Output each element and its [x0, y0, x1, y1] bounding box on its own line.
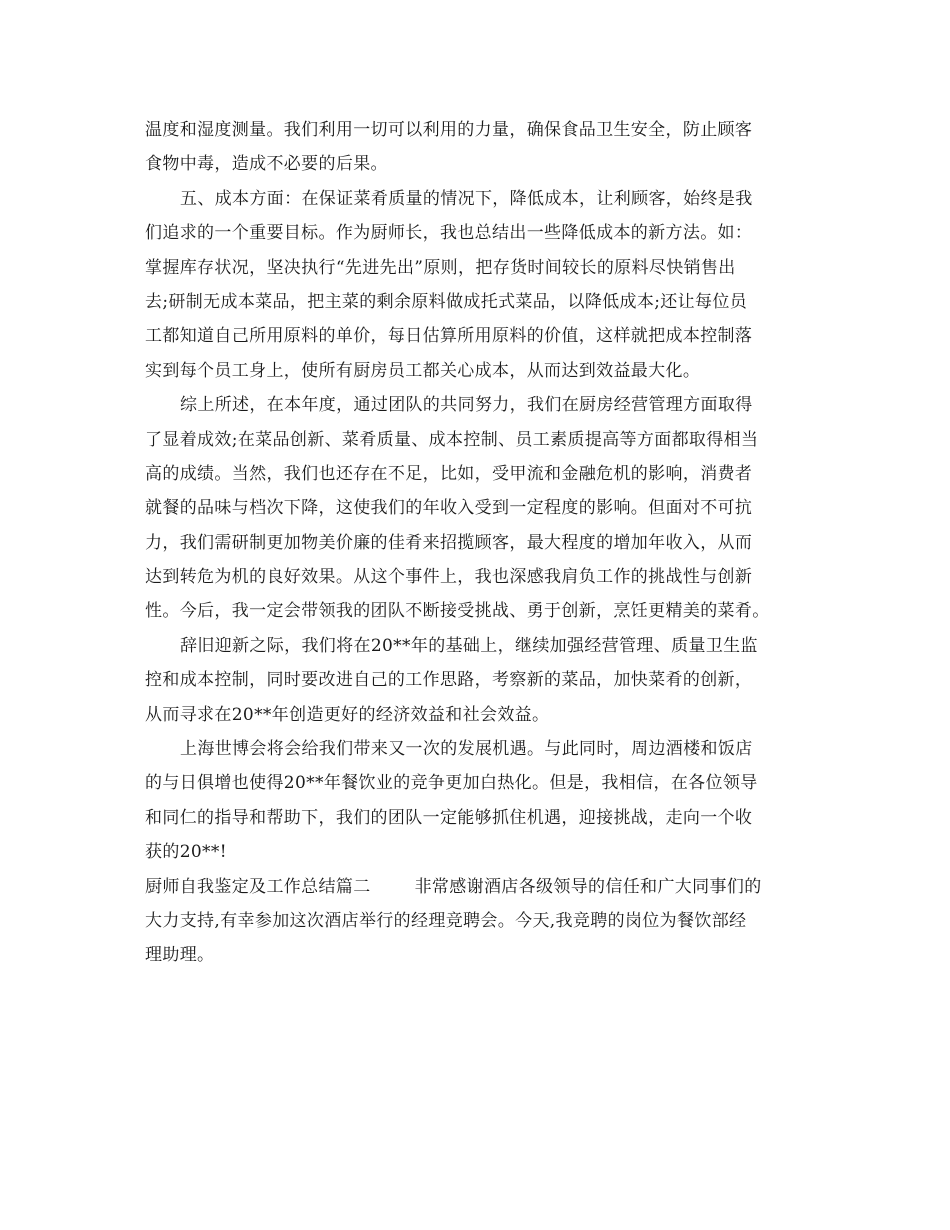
paragraph-5 — [145, 732, 810, 870]
section-first-line-text: 非常感谢酒店各级领导的信任和广大同事们的 — [414, 876, 762, 897]
paragraph-line: 就餐的品味与档次下降，这使我们的年收入受到一定程度的影响。但面对不可抗 — [145, 498, 753, 519]
section-2 — [145, 870, 810, 973]
paragraph-line: 去;研制无成本菜品，把主菜的剩余原料做成托式菜品，以降低成本;还让每位员 — [145, 291, 748, 312]
paragraph-line: 和同仁的指导和帮助下，我们的团队一定能够抓住机遇，迎接挑战，走向一个收 — [145, 807, 753, 828]
paragraph-line: 高的成绩。当然，我们也还存在不足，比如，受甲流和金融危机的影响，消费者 — [145, 463, 753, 484]
paragraph-2 — [145, 182, 810, 388]
paragraph-line: 力，我们需研制更加物美价廉的佳肴来招揽顾客，最大程度的增加年收入，从而 — [145, 532, 753, 553]
paragraph-line: 掌握库存状况，坚决执行“先进先出”原则，把存货时间较长的原料尽快销售出 — [145, 257, 736, 278]
paragraph-line: 达到转危为机的良好效果。从这个事件上，我也深感我肩负工作的挑战性与创新 — [145, 567, 753, 588]
paragraph-line: 控和成本控制，同时要改进自己的工作思路，考察新的菜品，加快菜肴的创新， — [145, 670, 753, 691]
paragraph-line: 了显着成效;在菜品创新、菜肴质量、成本控制、员工素质提高等方面都取得相当 — [145, 429, 759, 450]
paragraph-line: 性。今后，我一定会带领我的团队不断接受挑战、勇于创新，烹饪更精美的菜肴。 — [145, 601, 770, 622]
section-2-first-line — [145, 870, 810, 904]
paragraph-line: 大力支持,有幸参加这次酒店举行的经理竞聘会。今天,我竞聘的岗位为餐饮部经 — [145, 910, 747, 931]
paragraph-line: 上海世博会将会给我们带来又一次的发展机遇。与此同时，周边酒楼和饭店 — [180, 739, 753, 760]
document-body — [145, 113, 810, 973]
paragraph-line: 温度和湿度测量。我们利用一切可以利用的力量，确保食品卫生安全，防止顾客 — [145, 120, 753, 140]
paragraph-line: 辞旧迎新之际，我们将在20**年的基础上，继续加强经营管理、质量卫生监 — [180, 635, 758, 656]
paragraph-line: 从而寻求在20**年创造更好的经济效益和社会效益。 — [145, 704, 550, 725]
paragraph-line: 获的20**! — [145, 842, 227, 863]
paragraph-line: 实到每个员工身上，使所有厨房员工都关心成本，从而达到效益最大化。 — [145, 360, 701, 381]
paragraph-line: 理助理。 — [145, 945, 215, 966]
section-title: 厨师自我鉴定及工作总结篇二 — [145, 876, 371, 897]
paragraph-line: 的与日俱增也使得20**年餐饮业的竞争更加白热化。但是，我相信，在各位领导 — [145, 773, 758, 794]
paragraph-3 — [145, 388, 810, 629]
paragraph-line: 们追求的一个重要目标。作为厨师长，我也总结出一些降低成本的新方法。如： — [145, 223, 753, 244]
paragraph-line: 食物中毒，造成不必要的后果。 — [145, 154, 388, 175]
paragraph-line: 工都知道自己所用原料的单价，每日估算所用原料的价值，这样就把成本控制落 — [145, 326, 753, 347]
paragraph-1 — [145, 113, 810, 182]
paragraph-line: 综上所述，在本年度，通过团队的共同努力，我们在厨房经营管理方面取得 — [180, 395, 753, 416]
paragraph-4 — [145, 629, 810, 732]
paragraph-line: 五、成本方面：在保证菜肴质量的情况下，降低成本，让利顾客，始终是我 — [180, 188, 753, 209]
